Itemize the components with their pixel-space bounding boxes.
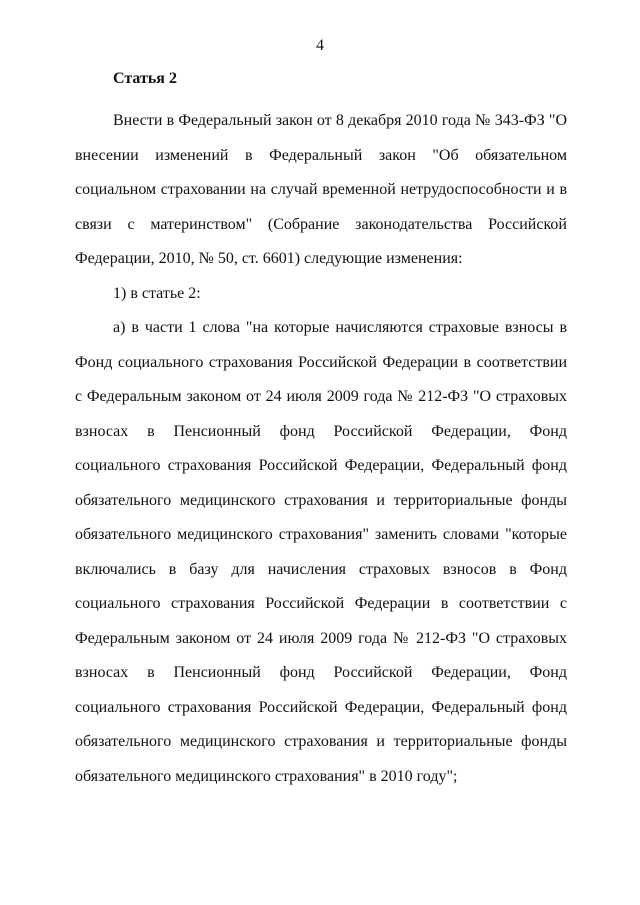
page-number: 4 (316, 37, 324, 54)
article-heading: Статья 2 (113, 70, 177, 87)
paragraph-subitem-a: а) в части 1 слова "на которые начисляются страховые взносы в Фонд социального страхования Российской Федерации в соответствии с Федеральным законом от 24 июля 2009 года № 212-ФЗ "О страховых взносах в Пенсионный фонд Российской Федерации, Фонд социального страхования Российской Федерации, Федеральный фонд обязательного медицинского страхования и территориальные фонды обязательного медицинского страхования" заменить словами "которые включались в базу для начисления страховых взносов в Фонд социального страхования Российской Федерации в соответствии с Федеральным законом от 24 июля 2009 года № 212-ФЗ "О страховых взносах в Пенсионный фонд Российской Федерации, Фонд социального страхования Российской Федерации, Федеральный фонд обязательного медицинского страхования и территориальные фонды обязательного медицинского страхования" в 2010 году"; (75, 319, 567, 785)
paragraph-item-1: 1) в статье 2: (113, 285, 201, 302)
paragraph-amendment-intro: Внести в Федеральный закон от 8 декабря 2010 года № 343-ФЗ "О внесении изменений в Федеральный закон "Об обязательном социальном страховании на случай временной нетрудоспособности и в связи с материнством" (Собрание законодательства Российской Федерации, 2010, № 50, ст. 6601) следующие изменения: (75, 112, 567, 267)
